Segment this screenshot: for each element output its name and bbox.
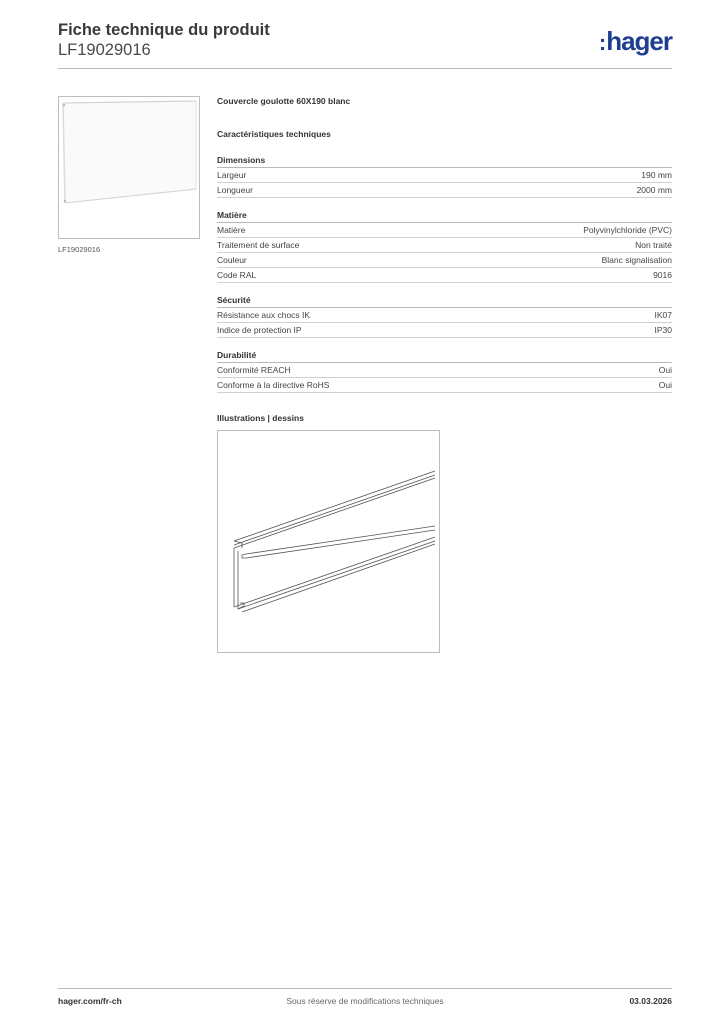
spec-value: IP30	[654, 325, 672, 335]
spec-row	[217, 183, 672, 198]
spec-value: 190 mm	[641, 170, 672, 180]
spec-row	[217, 168, 672, 183]
spec-label: Couleur	[217, 255, 247, 265]
spec-label: Largeur	[217, 170, 247, 180]
spec-row	[217, 253, 672, 268]
technical-drawing	[217, 430, 440, 653]
page-footer	[58, 996, 672, 1010]
spec-row	[217, 363, 672, 378]
section-title: Sécurité	[217, 295, 672, 308]
spec-label: Traitement de surface	[217, 240, 300, 250]
spec-row	[217, 268, 672, 283]
spec-label: Code RAL	[217, 270, 257, 280]
characteristics-title: Caractéristiques techniques	[217, 129, 331, 139]
image-caption: LF19029016	[58, 245, 101, 254]
spec-row	[217, 223, 672, 238]
hager-logo	[599, 26, 672, 58]
document-date: 03.03.2026	[629, 996, 672, 1006]
section-title: Matière	[217, 210, 672, 223]
logo-colon-icon: :	[598, 30, 607, 55]
spec-label: Longueur	[217, 185, 253, 195]
page-title: Fiche technique du produit	[58, 21, 270, 39]
section-security	[217, 295, 672, 338]
spec-row	[217, 378, 672, 393]
website-link[interactable]: hager.com/fr-ch	[58, 996, 122, 1006]
spec-value: Polyvinylchloride (PVC)	[583, 225, 672, 235]
illustrations-title: Illustrations | dessins	[217, 413, 304, 423]
disclaimer-text: Sous réserve de modifications techniques	[286, 996, 444, 1006]
section-dimensions	[217, 155, 672, 198]
spec-value: IK07	[654, 310, 672, 320]
header-divider	[58, 68, 672, 69]
product-reference: LF19029016	[58, 41, 151, 59]
footer-divider	[58, 988, 672, 989]
cover-profile-drawing	[218, 431, 439, 652]
document-header	[58, 20, 270, 60]
spec-label: Conformité REACH	[217, 365, 291, 375]
spec-value: Non traité	[635, 240, 672, 250]
spec-label: Conforme à la directive RoHS	[217, 380, 330, 390]
product-details	[217, 96, 672, 423]
cover-panel-image	[59, 97, 199, 238]
spec-row	[217, 323, 672, 338]
spec-value: Oui	[658, 365, 672, 375]
spec-row	[217, 308, 672, 323]
spec-label: Indice de protection IP	[217, 325, 302, 335]
spec-value: 9016	[653, 270, 672, 280]
spec-value: 2000 mm	[636, 185, 672, 195]
spec-label: Matière	[217, 225, 246, 235]
section-title: Dimensions	[217, 155, 672, 168]
spec-value: Oui	[658, 380, 672, 390]
spec-label: Résistance aux chocs IK	[217, 310, 311, 320]
product-image	[58, 96, 200, 239]
section-durability	[217, 350, 672, 393]
spec-value: Blanc signalisation	[601, 255, 672, 265]
logo-text: hager	[606, 26, 672, 56]
section-material	[217, 210, 672, 283]
product-name: Couvercle goulotte 60X190 blanc	[217, 96, 351, 106]
section-title: Durabilité	[217, 350, 672, 363]
spec-row	[217, 238, 672, 253]
